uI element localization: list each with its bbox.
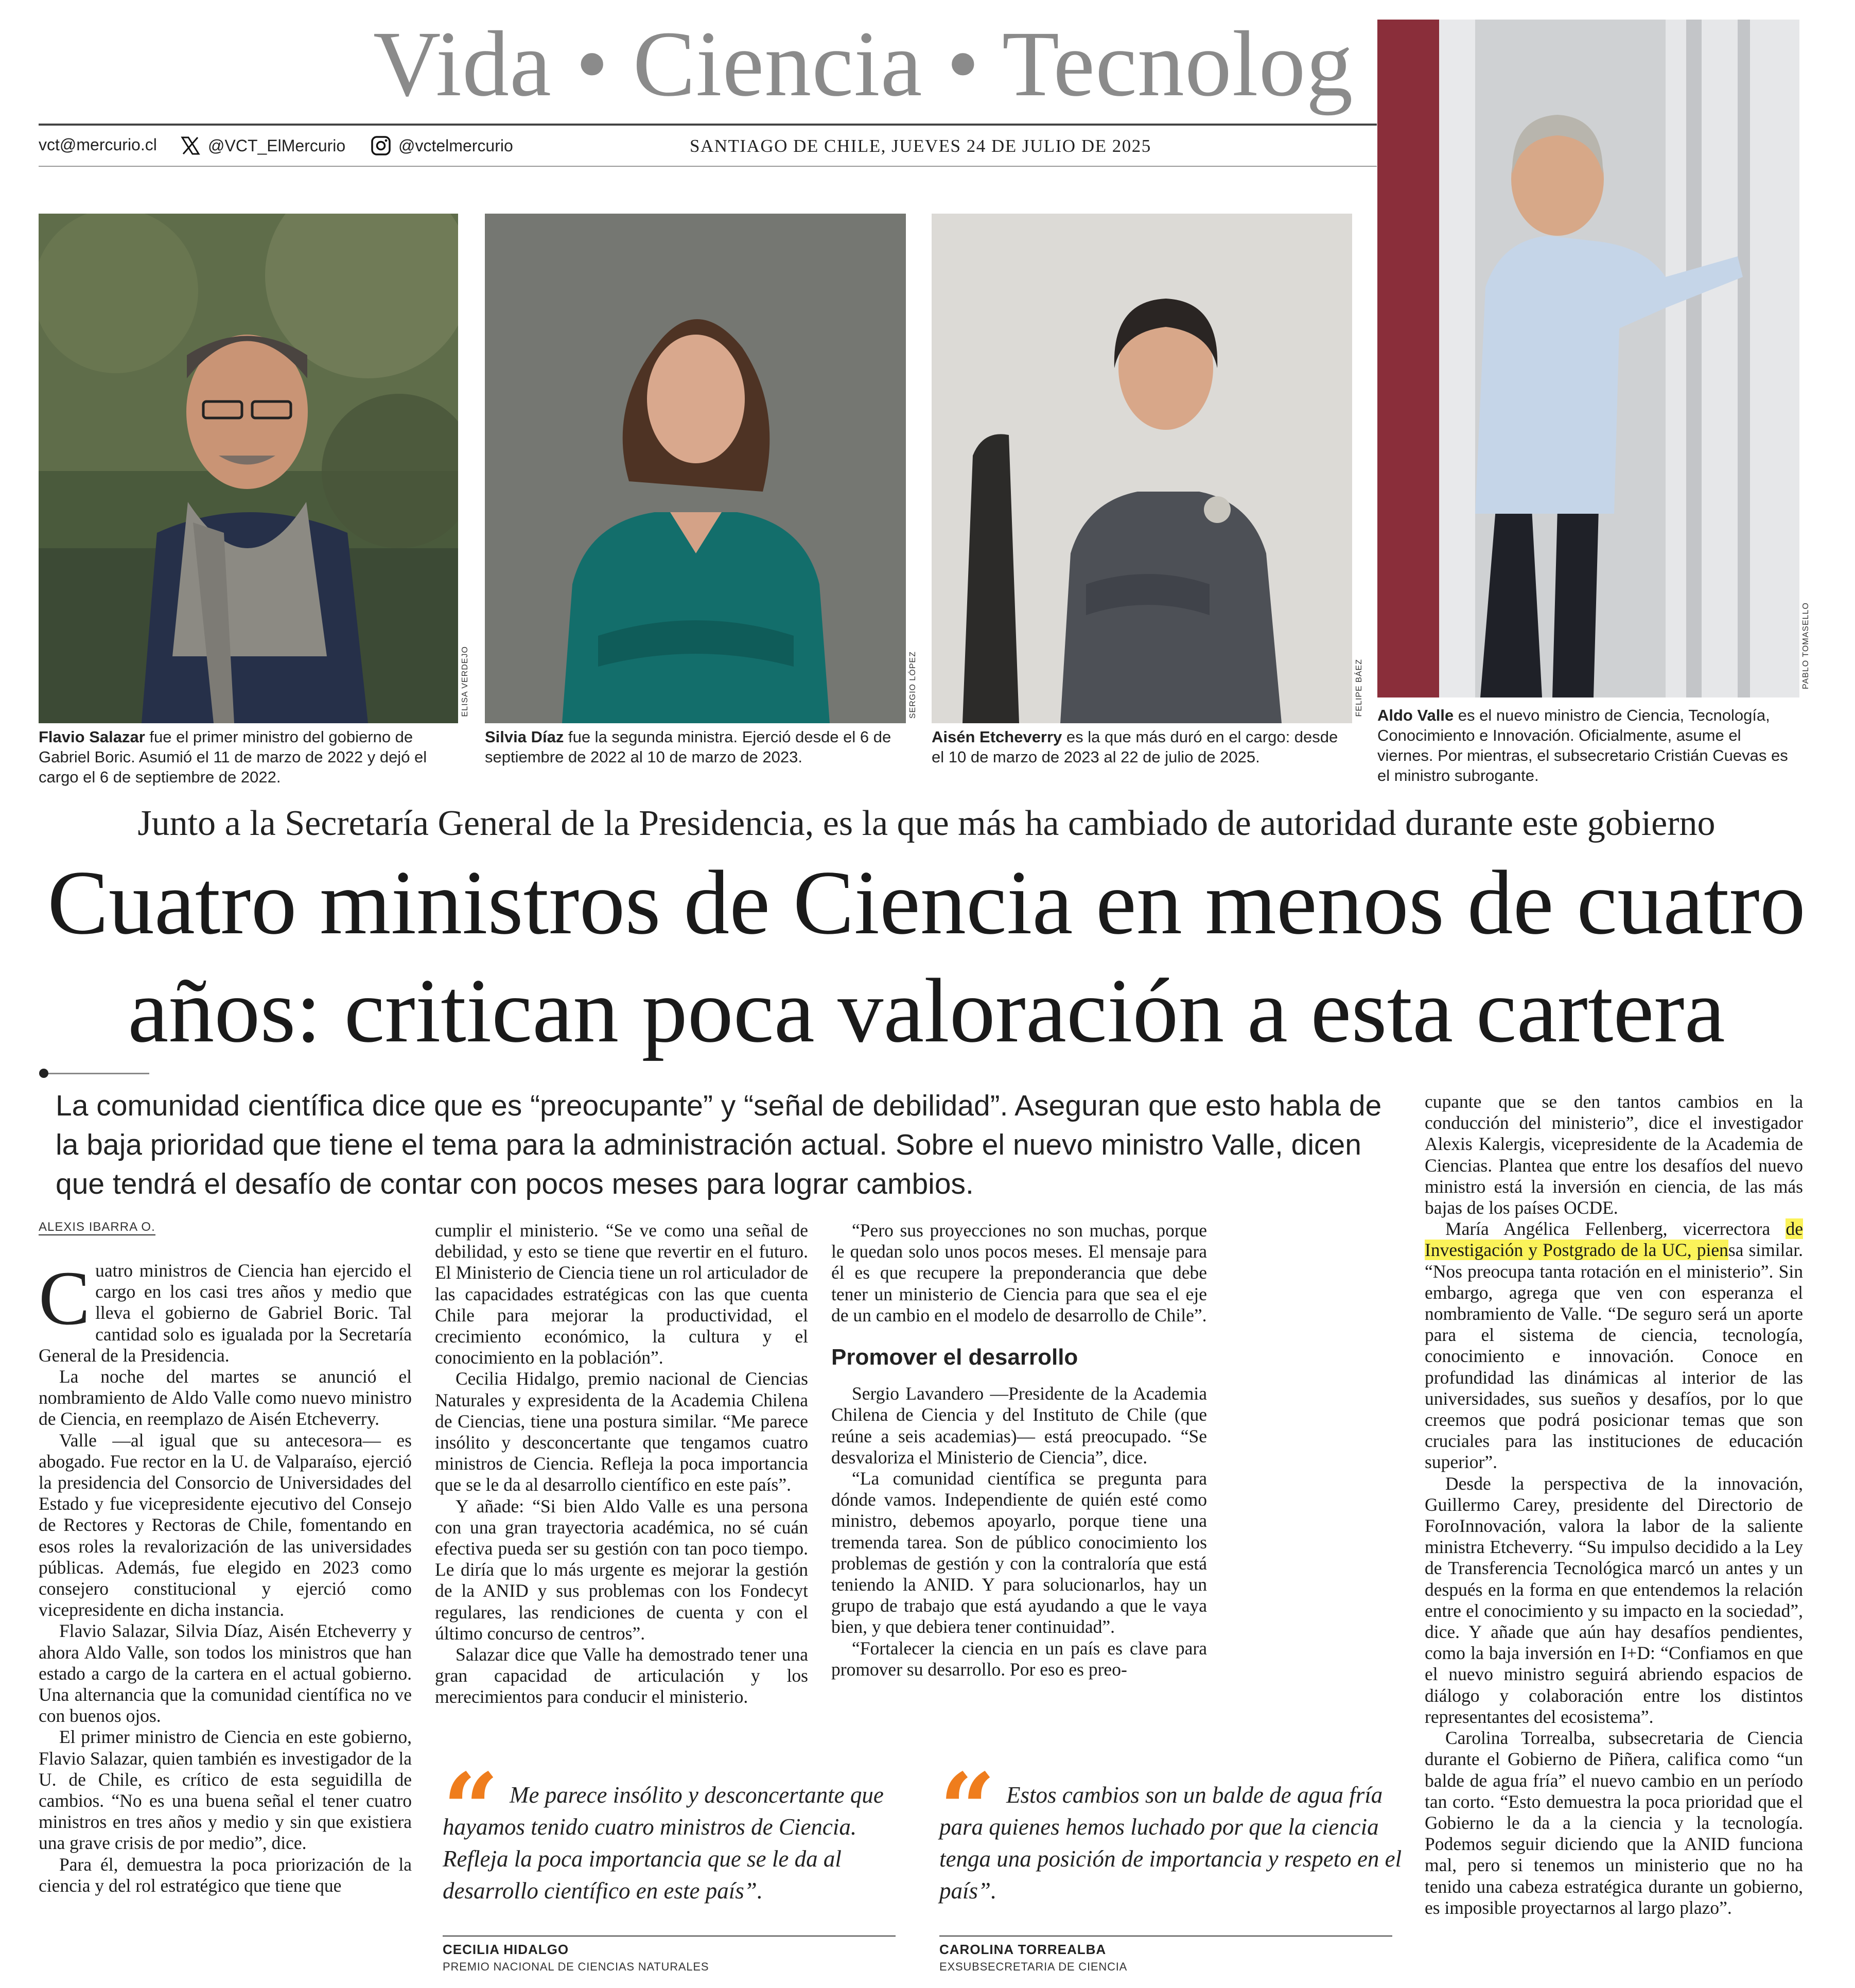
col2-para-4: Salazar dice que Valle ha demostrado tener una gran capacidad de articulación y los merecimientos para conducir el ministerio.: [435, 1644, 808, 1707]
headline-line-1: Cuatro ministros de Ciencia en menos de cuatro: [47, 851, 1806, 953]
col3-para-1: “Pero sus proyecciones no son muchas, porque le quedan solo unos pocos meses. El mensaje para él es que recupere la preponderancia que debe tener un ministerio de Ciencia para que sea el eje de un cambio en el modelo de desarrollo de Chile”.: [831, 1220, 1207, 1326]
caption-2: [485, 727, 907, 767]
email-text: vct@mercurio.cl: [39, 135, 157, 154]
col1-para-3: Valle —al igual que su antecesora— es abogado. Fue rector en la U. de Valparaíso, ejerció la presidencia del Consorcio de Universidades del Estado y fue vicepresidente ejecutivo del Consejo de Rectores y Rectoras de Chile, fomentando en esos roles la revalorización de las universidades públicas. Además, fue elegido en 2023 como consejero constitucional y ejerció como vicepresidente en dicha instancia.: [39, 1429, 412, 1620]
section-title: Vida • Ciencia • Tecnolog: [373, 12, 1354, 116]
col2-para-1: cumplir el ministerio. “Se ve como una señal de debilidad, y esto se tiene que revertir en el futuro. El Ministerio de Ciencia tiene un rol articulador de las capacidades estratégicas con las que cuenta Chile para mejorar la productividad, el crecimiento económico, la cultura y el conocimiento en la población”.: [435, 1220, 808, 1368]
caption-3-name: Aisén Etcheverry: [932, 728, 1062, 746]
col4-para-2: María Angélica Fellenberg, vicerrectora de Investigación y Postgrado de la UC, piensa similar. “Nos preocupa tanta rotación en el ministerio”. Sin embargo, agrega que ven con esperanza el nombramiento de Valle. “De seguro será un aporte para el sistema de ciencia, tecnología, conocimiento e innovación. Conoce en profundidad las dinámicas al interior de las universidades, sus sueños y desafíos, por lo que creemos que podrá posicionar temas que son cruciales para las instituciones de educación superior”.: [1425, 1218, 1803, 1473]
col4-para-3: Desde la perspectiva de la innovación, Guillermo Carey, presidente del Directorio de ForoInnovación, valora la labor de la saliente ministra Etcheverry. “Su impulso decidido a la Ley de Transferencia Tecnológica marcó un antes y un después en la forma en que entendemos la relación entre el conocimiento y su impacto en la sociedad”, dice. Y añade que aún hay desafíos pendientes, como la baja inversión en I+D: “Confiamos en que el nuevo ministro seguirá abriendo espacios de diálogo y colaboración entre los distintos representantes del ecosistema”.: [1425, 1473, 1803, 1727]
contact-instagram[interactable]: [371, 135, 513, 156]
photo-aisen-etcheverry: [932, 214, 1352, 723]
pull-quote-2: [939, 1752, 1403, 1907]
article-column-4: [1425, 1091, 1803, 1919]
byline: ALEXIS IBARRA O.: [39, 1220, 155, 1235]
pull-quote-2-name: CAROLINA TORREALBA: [939, 1942, 1107, 1957]
photo-credit-3: FELIPE BÁEZ: [1355, 659, 1363, 717]
article-column-2: [435, 1220, 808, 1708]
masthead-thin-rule: [39, 166, 1377, 167]
caption-1-text: fue el primer ministro del gobierno de Gabriel Boric. Asumió el 11 de marzo de 2022 y dejó el cargo el 6 de septiembre de 2022.: [39, 728, 427, 786]
col3-para-4: “Fortalecer la ciencia en un país es clave para promover su desarrollo. Por eso es preo-: [831, 1637, 1207, 1680]
col3-para-3: “La comunidad científica se pregunta para dónde vamos. Independiente de quién esté como ministro, debemos apoyarlo, porque tiene una tremenda tarea. Son de público conocimiento los problemas de gestión y con la contraloría que está teniendo la ANID. Y para solucionarlos, hay un grupo de trabajo que está ayudando a que le vaya bien, y que debiera tener continuidad”.: [831, 1468, 1207, 1637]
pull-quote-1-rule: [443, 1935, 896, 1937]
dropcap: C: [39, 1255, 91, 1341]
photo-silvia-diaz: [485, 214, 906, 723]
caption-4-text: es el nuevo ministro de Ciencia, Tecnología, Conocimiento e Innovación. Oficialmente, asume el viernes. Por mientras, el subsecretario Cristián Cuevas es el ministro subrogante.: [1377, 706, 1788, 784]
caption-2-text: fue la segunda ministra. Ejerció desde el 6 de septiembre de 2022 al 10 de marzo de 2023.: [485, 728, 891, 766]
caption-1: [39, 727, 461, 787]
x-handle-text: @VCT_ElMercurio: [208, 136, 346, 155]
col1-para-4: Flavio Salazar, Silvia Díaz, Aisén Etcheverry y ahora Aldo Valle, son todos los ministros que han estado a cargo de la cartera en el actual gobierno. Una alternancia que la comunidad científica no ve con buenos ojos.: [39, 1620, 412, 1727]
col1-para-6: Para él, demuestra la poca priorización de la ciencia y del rol estratégico que tiene que: [39, 1854, 412, 1896]
photo-flavio-salazar: [39, 214, 458, 723]
caption-4-name: Aldo Valle: [1377, 706, 1454, 724]
col1-para-1: Cuatro ministros de Ciencia han ejercido el cargo en los casi tres años y medio que lleva el gobierno de Gabriel Boric. Tal cantidad solo es igualada por la Secretaría General de la Presidencia.: [39, 1255, 412, 1366]
col4-para-4: Carolina Torrealba, subsecretaria de Ciencia durante el Gobierno de Piñera, califica como “un balde de agua fría” el nuevo cambio en un período tan corto. “Esto demuestra la poca prioridad que el Gobierno le da a la ciencia y la tecnología. Podemos seguir diciendo que la ANID funciona mal, pero si tenemos un ministerio que no ha tenido una cabeza estratégica durante un gobierno, es imposible proyectarnos al largo plazo”.: [1425, 1728, 1803, 1918]
headline-line-2: años: critican poca valoración a esta cartera: [128, 960, 1725, 1061]
article-column-3: [831, 1220, 1207, 1680]
headline: [31, 848, 1822, 1065]
pull-quote-1-text: Me parece insólito y desconcertante que hayamos tenido cuatro ministros de Ciencia. Refleja la poca importancia que se le da al desarrollo científico en este país”.: [443, 1782, 884, 1904]
highlighted-text: de Investigación y Postgrado de la UC, pien: [1425, 1218, 1803, 1261]
col2-para-3: Y añade: “Si bien Aldo Valle es una persona con una gran trayectoria académica, no sé cuán efectiva pueda ser su gestión con tan poco tiempo. Le diría que lo más urgente es mejorar la gestión de la ANID y sus problemas con los Fondecyt regulares, las rendiciones de cuenta y con el último concurso de centros”.: [435, 1495, 808, 1644]
contact-x[interactable]: [180, 135, 345, 156]
caption-1-name: Flavio Salazar: [39, 728, 145, 746]
subhead-promover: Promover el desarrollo: [831, 1345, 1078, 1370]
instagram-handle-text: @vctelmercurio: [398, 136, 513, 155]
col1-para-2: La noche del martes se anunció el nombramiento de Aldo Valle como nuevo ministro de Ciencia, en reemplazo de Aisén Etcheverry.: [39, 1366, 412, 1429]
caption-4: [1377, 705, 1799, 786]
kicker: Junto a la Secretaría General de la Presidencia, es la que más ha cambiado de autoridad durante este gobierno: [137, 804, 1716, 843]
col3-para-2: Sergio Lavandero —Presidente de la Academia Chilena de Ciencia y del Instituto de Chile (que reúne a seis academias)— está preocupado. “Se desvaloriza el Ministerio de Ciencia”, dice.: [831, 1383, 1207, 1468]
col2-para-2: Cecilia Hidalgo, premio nacional de Ciencias Naturales y expresidenta de la Academia Chilena de Ciencias, tiene una postura similar. “Me parece insólito y desconcertante que tengamos cuatro ministros de Ciencia. Refleja la poca importancia que se le da al desarrollo científico en este país”.: [435, 1368, 808, 1495]
pull-quote-1-name: CECILIA HIDALGO: [443, 1942, 569, 1957]
quote-mark-icon: “: [443, 1752, 499, 1867]
quote-mark-icon: “: [939, 1752, 996, 1867]
contact-email[interactable]: [39, 135, 157, 154]
dateline: SANTIAGO DE CHILE, JUEVES 24 DE JULIO DE 2025: [690, 136, 1151, 156]
deck-rule: [41, 1073, 149, 1074]
caption-3: [932, 727, 1354, 767]
masthead-rule: [39, 124, 1377, 126]
col1-para-5: El primer ministro de Ciencia en este gobierno, Flavio Salazar, quien también es investigador de la U. de Chile, es crítico de esta seguidilla de cambios. “No es una buena señal el tener cuatro ministros en tres años y medio y sin que existiera una grave crisis de por medio”, dice.: [39, 1727, 412, 1854]
pull-quote-1: [443, 1752, 906, 1907]
pull-quote-1-role: PREMIO NACIONAL DE CIENCIAS NATURALES: [443, 1960, 709, 1973]
photo-credit-4: PABLO TOMASELLO: [1801, 602, 1810, 689]
pull-quote-2-rule: [939, 1935, 1392, 1937]
photo-credit-2: SERGIO LÓPEZ: [908, 651, 917, 719]
col4-para-1: cupante que se den tantos cambios en la conducción del ministerio”, dice el investigador Alexis Kalergis, vicepresidente de la Academia de Ciencias. Plantea que entre los desafíos del nuevo ministro está la inversión en ciencia, de las más bajas de los países OCDE.: [1425, 1091, 1803, 1218]
instagram-icon: [371, 135, 391, 156]
deck: La comunidad científica dice que es “preocupante” y “señal de debilidad”. Aseguran que esto habla de la baja prioridad que tiene el tema para la administración actual. Sobre el nuevo ministro Valle, dicen que tendrá el desafío de contar con pocos meses para lograr cambios.: [56, 1089, 1382, 1200]
photo-aldo-valle: [1377, 20, 1799, 697]
pull-quote-2-role: EXSUBSECRETARIA DE CIENCIA: [939, 1960, 1128, 1973]
caption-2-name: Silvia Díaz: [485, 728, 564, 746]
photo-credit-1: ELISA VERDEJO: [461, 646, 469, 717]
x-logo-icon: [180, 135, 201, 156]
pull-quote-2-text: Estos cambios son un balde de agua fría para quienes hemos luchado por que la ciencia tenga una posición de importancia y respeto en el país”.: [939, 1782, 1402, 1904]
article-column-1: [39, 1255, 412, 1896]
caption-3-text: es la que más duró en el cargo: desde el 10 de marzo de 2023 al 22 de julio de 2025.: [932, 728, 1338, 766]
